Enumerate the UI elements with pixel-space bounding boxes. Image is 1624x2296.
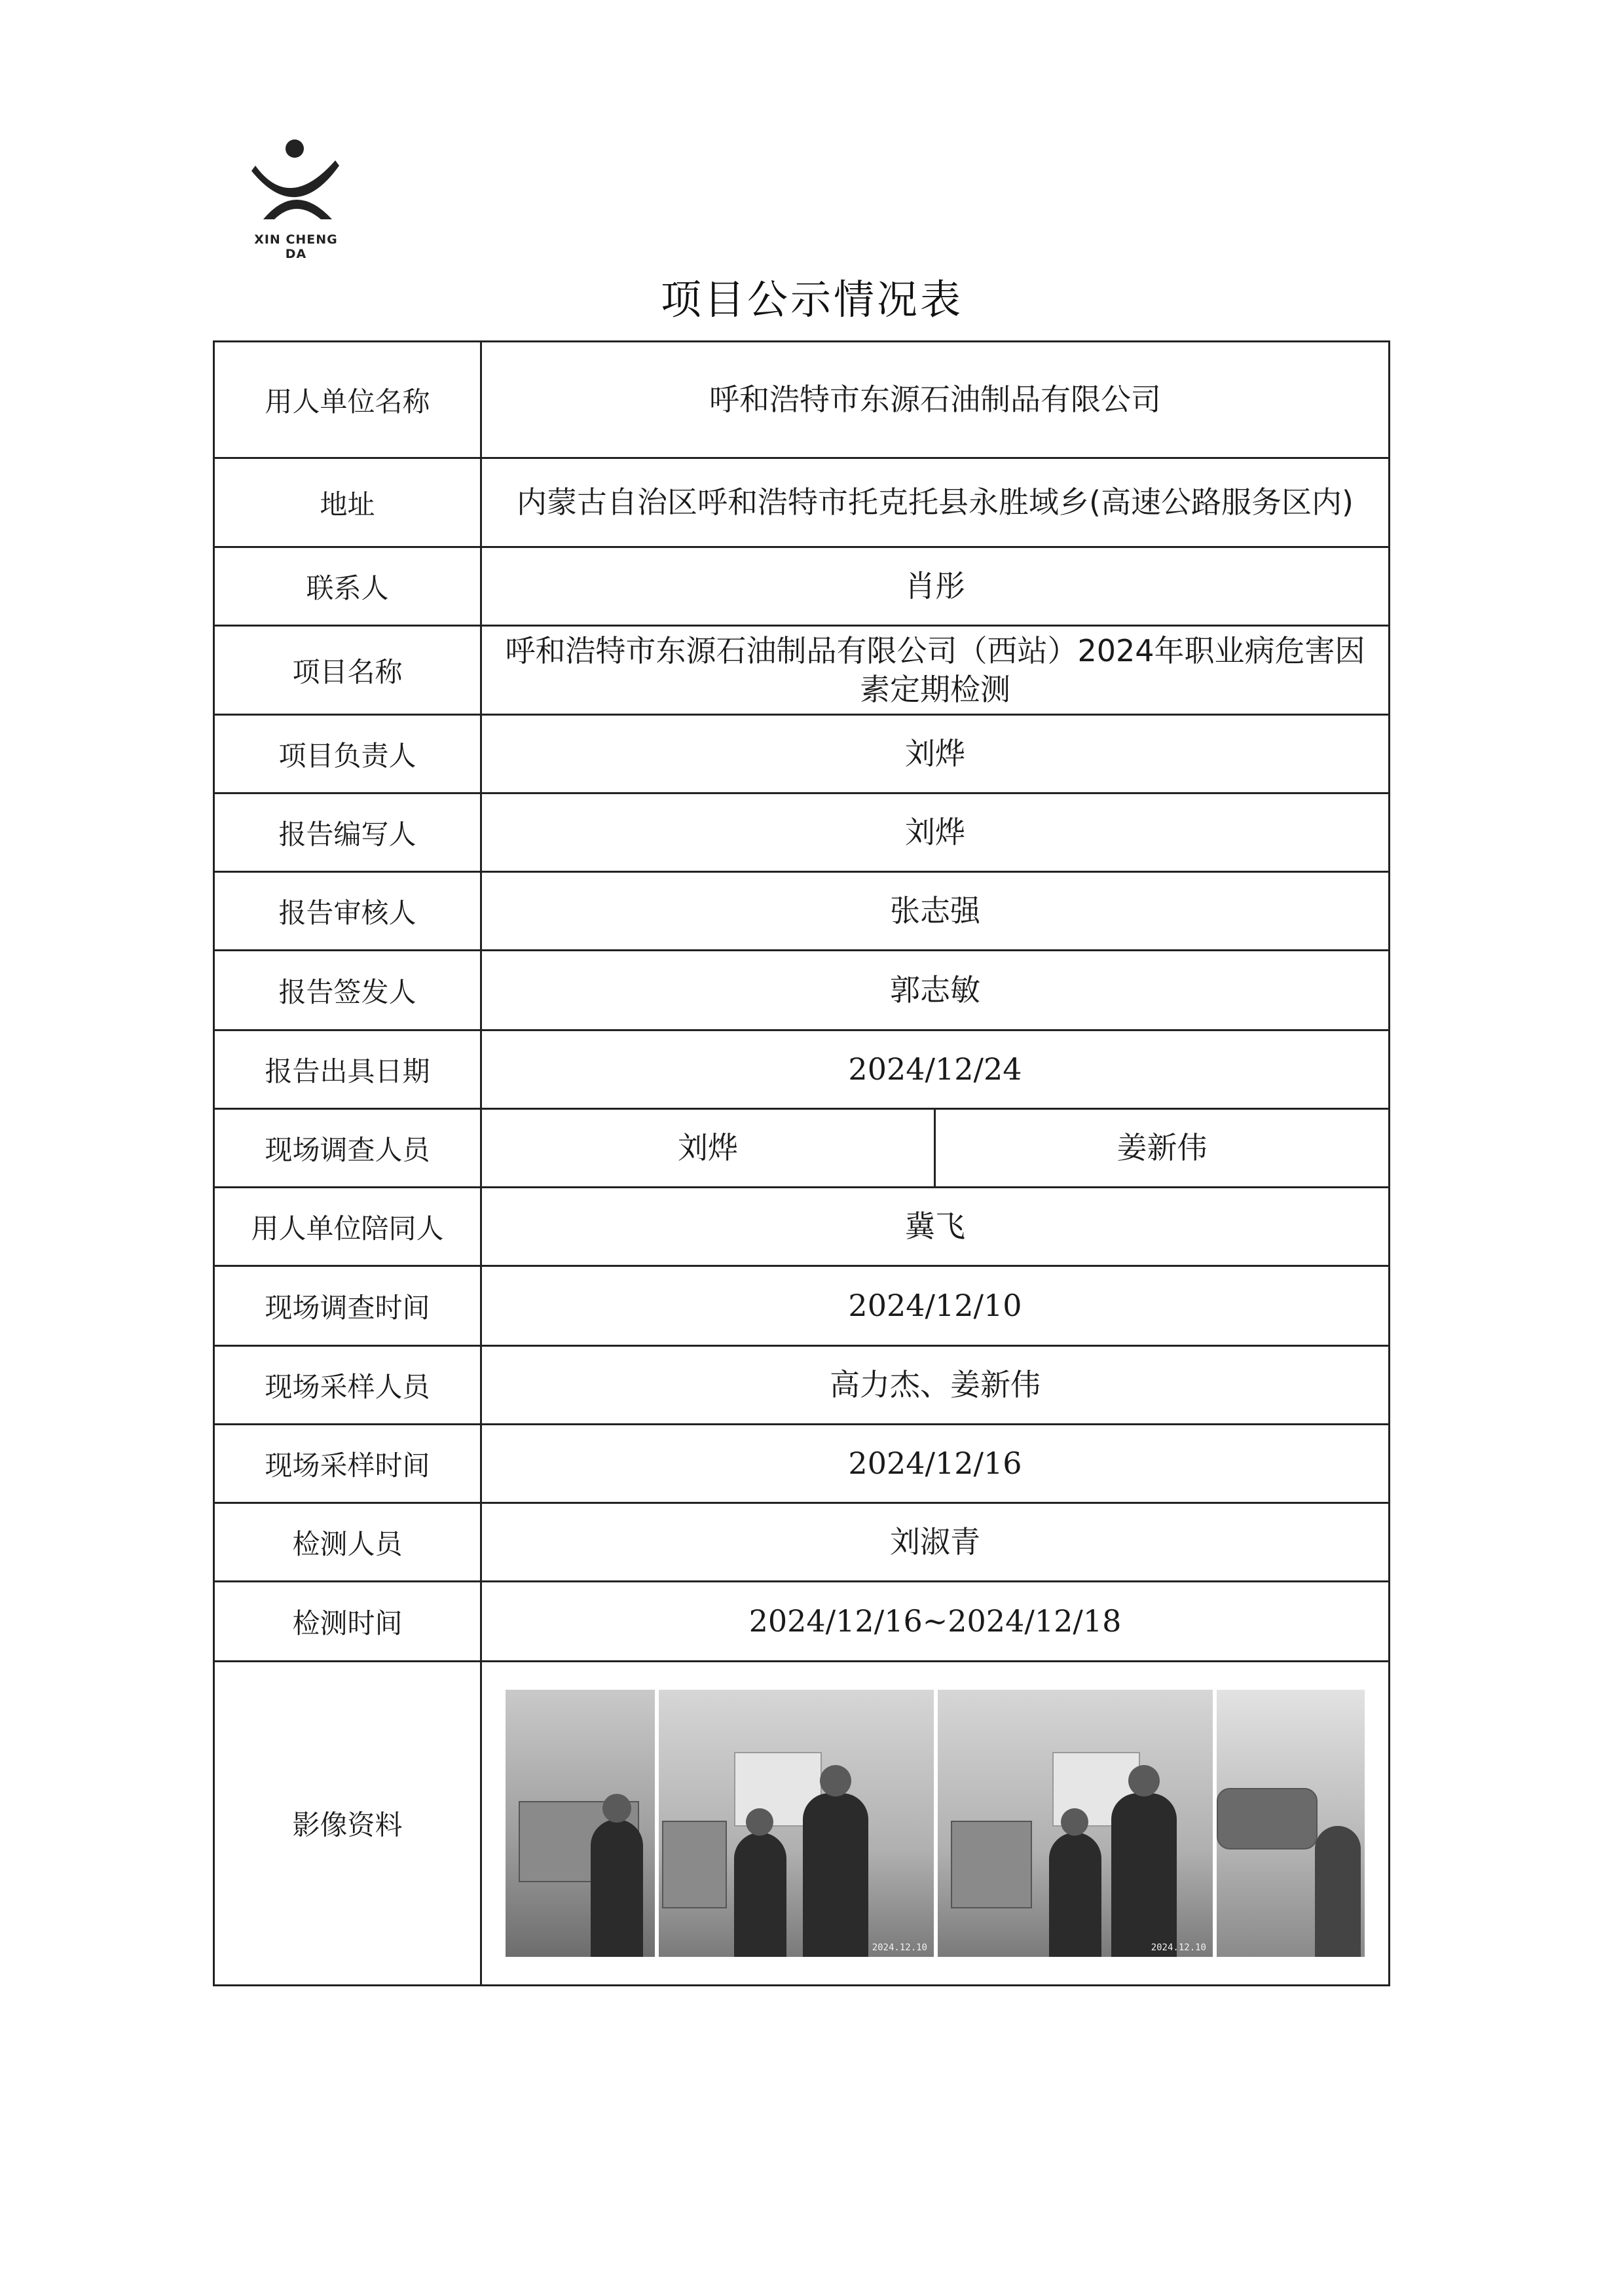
table-row [214,1346,1390,1425]
row-value-left: 刘烨 [481,1109,935,1188]
row-value: 冀飞 [481,1188,1390,1266]
row-value: 郭志敏 [481,951,1390,1030]
photo-stamp: 2024.12.10 [872,1942,927,1953]
row-label: 项目负责人 [214,715,481,793]
company-logo [244,134,348,261]
site-photo [1217,1690,1365,1957]
row-label: 现场采样时间 [214,1425,481,1503]
row-label: 报告签发人 [214,951,481,1030]
row-label: 项目名称 [214,626,481,715]
logo-text: XIN CHENG DA [254,232,338,261]
row-value: 呼和浩特市东源石油制品有限公司（西站）2024年职业病危害因素定期检测 [481,626,1390,715]
table-row [214,1188,1390,1266]
table-row [214,793,1390,872]
table-row [214,1662,1390,1986]
row-value: 刘淑青 [481,1503,1390,1582]
row-label: 影像资料 [214,1662,481,1986]
row-label: 报告审核人 [214,872,481,951]
table-row [214,1582,1390,1662]
row-value: 高力杰、姜新伟 [481,1346,1390,1425]
table-row [214,1266,1390,1346]
table-row [214,1109,1390,1188]
row-label: 报告出具日期 [214,1030,481,1109]
row-label: 现场调查人员 [214,1109,481,1188]
row-label: 现场调查时间 [214,1266,481,1346]
page-title: 项目公示情况表 [660,276,963,323]
row-value: 刘烨 [481,715,1390,793]
photo-cell [481,1662,1390,1986]
row-label: 联系人 [214,547,481,626]
row-label: 报告编写人 [214,793,481,872]
row-value: 呼和浩特市东源石油制品有限公司 [481,342,1390,458]
table-row [214,715,1390,793]
row-label: 检测时间 [214,1582,481,1662]
row-value: 2024/12/16 [481,1425,1390,1503]
row-value: 2024/12/24 [481,1030,1390,1109]
row-label: 用人单位名称 [214,342,481,458]
row-value: 2024/12/16~2024/12/18 [481,1582,1390,1662]
row-label: 现场采样人员 [214,1346,481,1425]
row-value: 2024/12/10 [481,1266,1390,1346]
row-value: 张志强 [481,872,1390,951]
table-row [214,547,1390,626]
row-label: 地址 [214,458,481,547]
photo-strip [498,1690,1373,1957]
photo-stamp: 2024.12.10 [1151,1942,1206,1953]
info-table [213,340,1390,1986]
table-row [214,626,1390,715]
table-row [214,1030,1390,1109]
table-row [214,1503,1390,1582]
table-row [214,872,1390,951]
site-photo [506,1690,655,1957]
row-value: 刘烨 [481,793,1390,872]
table-row [214,951,1390,1030]
site-photo [938,1690,1213,1957]
table-row [214,1425,1390,1503]
row-value: 肖彤 [481,547,1390,626]
row-value-right: 姜新伟 [935,1109,1390,1188]
row-label: 检测人员 [214,1503,481,1582]
row-value: 内蒙古自治区呼和浩特市托克托县永胜域乡(高速公路服务区内) [481,458,1390,547]
row-label: 用人单位陪同人 [214,1188,481,1266]
table-row [214,458,1390,547]
table-row [214,342,1390,458]
site-photo [659,1690,934,1957]
logo-mark-icon [244,134,348,232]
